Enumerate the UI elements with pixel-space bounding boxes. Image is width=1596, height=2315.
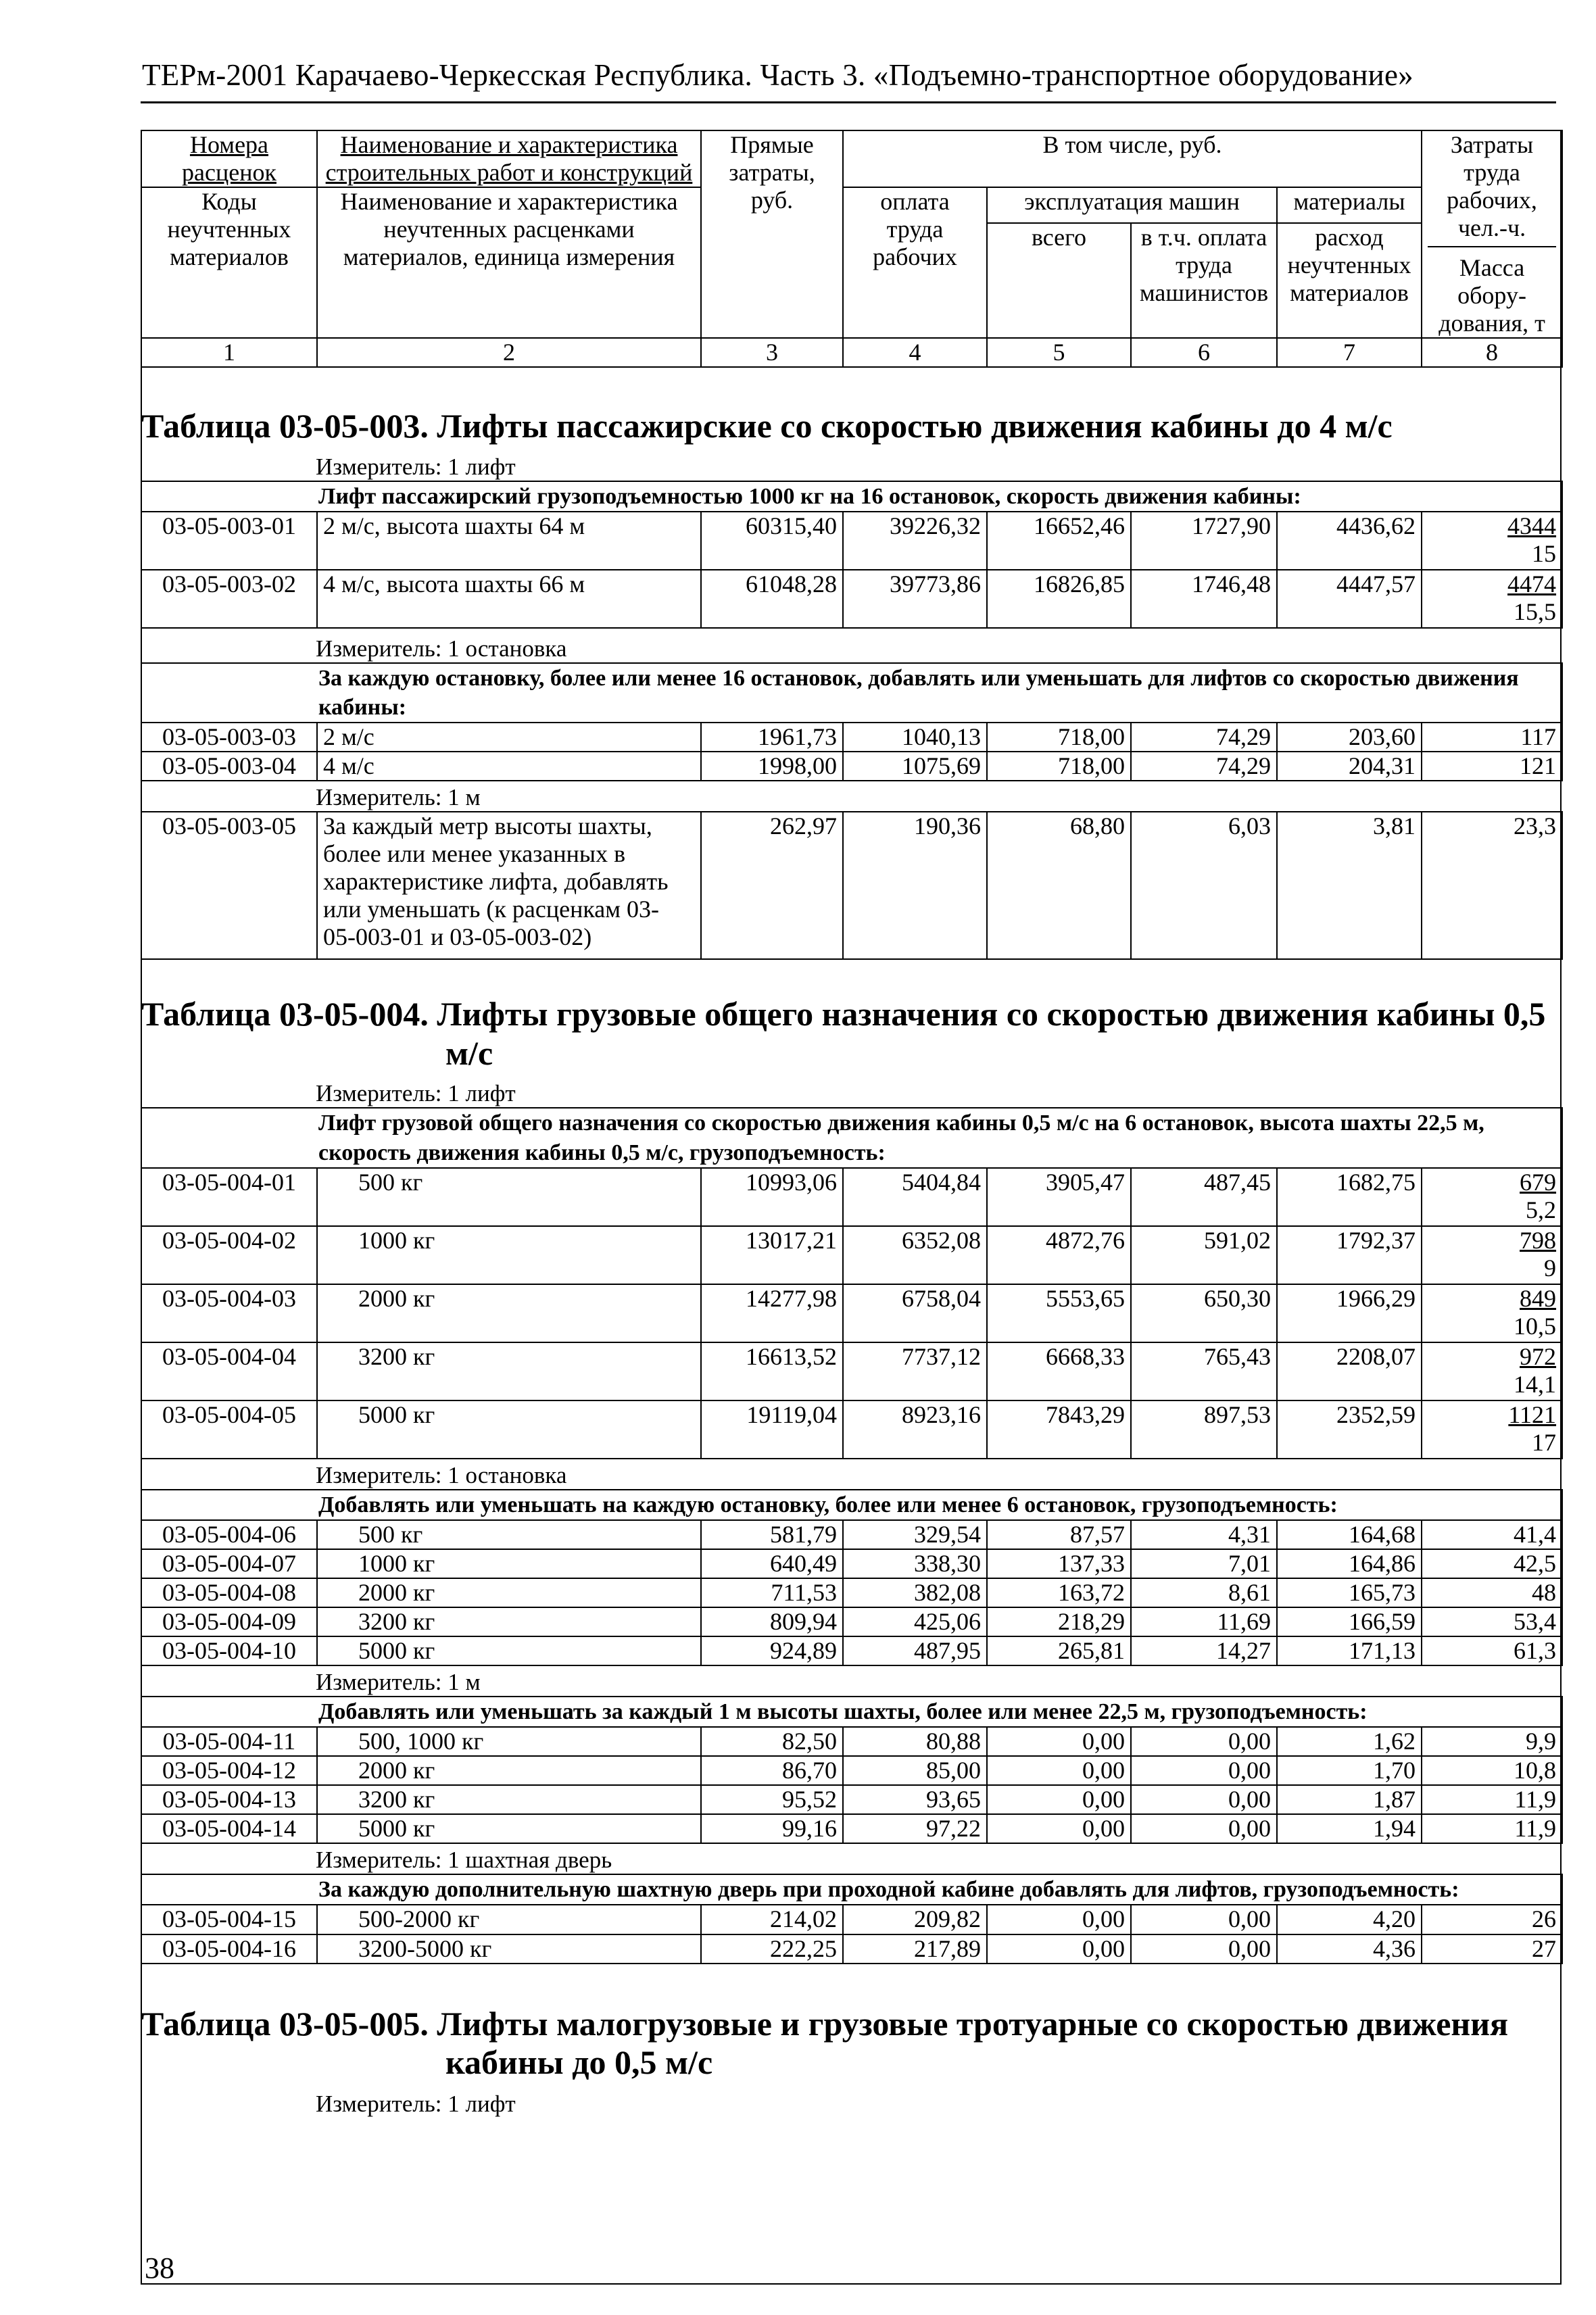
labor-pay: 80,88 xyxy=(843,1727,987,1756)
mass-label: Масса обору-дования, т xyxy=(1438,254,1545,337)
machine-total: 87,57 xyxy=(987,1520,1131,1549)
labor-pay: 425,06 xyxy=(843,1607,987,1636)
labor-hours: 121 xyxy=(1422,752,1562,781)
col-num-6: 6 xyxy=(1131,338,1277,367)
rate-code: 03-05-004-07 xyxy=(141,1549,317,1578)
machine-total: 68,80 xyxy=(987,812,1131,959)
rate-code: 03-05-004-04 xyxy=(141,1342,317,1400)
labor-pay: 85,00 xyxy=(843,1756,987,1785)
rate-name: За каждый метр высоты шахты, более или менее указанных в характеристике лифта, добавлять или уменьшать (к расценкам 03-05-003-01 и 03-05-003-02) xyxy=(317,812,701,959)
rate-code: 03-05-004-05 xyxy=(141,1400,317,1459)
rate-code: 03-05-003-04 xyxy=(141,752,317,781)
materials: 1682,75 xyxy=(1277,1168,1422,1226)
col-num-1: 1 xyxy=(141,338,317,367)
rate-name: 2 м/с xyxy=(317,723,701,752)
labor-pay: 8923,16 xyxy=(843,1400,987,1459)
labor-hours: 27 xyxy=(1422,1934,1562,1964)
materials: 4436,62 xyxy=(1277,512,1422,570)
rate-code: 03-05-004-10 xyxy=(141,1636,317,1665)
machine-total: 0,00 xyxy=(987,1727,1131,1756)
rate-name: 3200 кг xyxy=(317,1342,701,1400)
table-title-line-1: Таблица 03-05-005. Лифты малогрузовые и грузовые тротуарные со скоростью движения xyxy=(141,2004,1509,2043)
labor-pay: 1075,69 xyxy=(843,752,987,781)
measure-label: Измеритель: 1 м xyxy=(141,781,1562,812)
machine-total: 718,00 xyxy=(987,752,1131,781)
materials: 4,20 xyxy=(1277,1905,1422,1934)
machinist-pay: 650,30 xyxy=(1131,1284,1277,1342)
machine-total: 137,33 xyxy=(987,1549,1131,1578)
col-num-2: 2 xyxy=(317,338,701,367)
equipment-mass: 9 xyxy=(1544,1254,1557,1282)
labor-pay: 7737,12 xyxy=(843,1342,987,1400)
labor-hours: 41,4 xyxy=(1422,1520,1562,1549)
materials: 4447,57 xyxy=(1277,570,1422,628)
materials: 1,94 xyxy=(1277,1814,1422,1843)
rate-name: 500 кг xyxy=(317,1520,701,1549)
labor-hours: 23,3 xyxy=(1422,812,1562,959)
labor-pay: 39773,86 xyxy=(843,570,987,628)
materials: 1966,29 xyxy=(1277,1284,1422,1342)
rate-code: 03-05-004-14 xyxy=(141,1814,317,1843)
rate-name: 2000 кг xyxy=(317,1578,701,1607)
direct-costs-header: Прямые затраты, руб. xyxy=(701,130,843,338)
labor-pay: 209,82 xyxy=(843,1905,987,1934)
machinist-pay: 487,45 xyxy=(1131,1168,1277,1226)
direct-costs: 95,52 xyxy=(701,1785,843,1814)
col-num-3: 3 xyxy=(701,338,843,367)
machinist-pay: 0,00 xyxy=(1131,1785,1277,1814)
labor-hours: 1121 xyxy=(1508,1400,1557,1428)
machine-total: 7843,29 xyxy=(987,1400,1131,1459)
labor-hours: 53,4 xyxy=(1422,1607,1562,1636)
rate-name: 2000 кг xyxy=(317,1756,701,1785)
labor-hours: 42,5 xyxy=(1422,1549,1562,1578)
rate-code: 03-05-003-02 xyxy=(141,570,317,628)
machine-total: 4872,76 xyxy=(987,1226,1131,1284)
rate-code: 03-05-004-03 xyxy=(141,1284,317,1342)
table-title-line-1: Таблица 03-05-004. Лифты грузовые общего назначения со скоростью движения кабины 0,5 xyxy=(141,995,1546,1033)
direct-costs: 86,70 xyxy=(701,1756,843,1785)
labor-hours: 11,9 xyxy=(1422,1785,1562,1814)
measure-label: Измеритель: 1 остановка xyxy=(141,628,1562,663)
materials: 203,60 xyxy=(1277,723,1422,752)
table-title: Таблица 03-05-003. Лифты пассажирские со скоростью движения кабины до 4 м/с xyxy=(141,407,1393,445)
running-title: ТЕРм-2001 Карачаево-Черкесская Республика. Часть 3. «Подъемно-транспортное оборудование» xyxy=(142,58,1413,92)
section-heading: Добавлять или уменьшать за каждый 1 м высоты шахты, более или менее 22,5 м, грузоподъемность: xyxy=(317,1697,1562,1727)
table-frame xyxy=(141,130,1562,2285)
section-heading: Лифт грузовой общего назначения со скоростью движения кабины 0,5 м/с на 6 остановок, высота шахты 22,5 м, скорость движения кабины 0,5 м/с, грузоподъемность: xyxy=(317,1108,1562,1167)
direct-costs: 13017,21 xyxy=(701,1226,843,1284)
machinist-pay: 4,31 xyxy=(1131,1520,1277,1549)
col-num-4: 4 xyxy=(843,338,987,367)
labor-pay: 39226,32 xyxy=(843,512,987,570)
labor-hours: 10,8 xyxy=(1422,1756,1562,1785)
direct-costs: 262,97 xyxy=(701,812,843,959)
materials: 1,62 xyxy=(1277,1727,1422,1756)
machine-total: 3905,47 xyxy=(987,1168,1131,1226)
direct-costs: 14277,98 xyxy=(701,1284,843,1342)
machine-total: 0,00 xyxy=(987,1785,1131,1814)
labor-hours: 4344 xyxy=(1507,512,1557,539)
equipment-mass: 15 xyxy=(1532,539,1557,567)
machinist-pay: 1727,90 xyxy=(1131,512,1277,570)
section-heading: Добавлять или уменьшать на каждую остановку, более или менее 6 остановок, грузоподъемность: xyxy=(317,1490,1562,1520)
materials: 4,36 xyxy=(1277,1934,1422,1964)
machinist-pay: 765,43 xyxy=(1131,1342,1277,1400)
measure-label: Измеритель: 1 лифт xyxy=(141,446,1562,481)
col1-top-header: Номера расценок xyxy=(141,130,317,187)
measure-label: Измеритель: 1 остановка xyxy=(141,1459,1562,1490)
rate-name: 3200 кг xyxy=(317,1607,701,1636)
rate-name: 1000 кг xyxy=(317,1549,701,1578)
materials: 2208,07 xyxy=(1277,1342,1422,1400)
machinist-pay: 1746,48 xyxy=(1131,570,1277,628)
machine-total: 265,81 xyxy=(987,1636,1131,1665)
labor-pay: 1040,13 xyxy=(843,723,987,752)
col1-bottom-header: Коды неучтенных материалов xyxy=(141,187,317,338)
direct-costs: 809,94 xyxy=(701,1607,843,1636)
machinist-pay: 0,00 xyxy=(1131,1756,1277,1785)
incl-header: В том числе, руб. xyxy=(843,130,1422,187)
page-number: 38 xyxy=(145,2251,174,2285)
rate-code: 03-05-004-16 xyxy=(141,1934,317,1964)
col2-bottom-header: Наименование и характеристика неучтенных расценками материалов, единица измерения xyxy=(317,187,701,338)
machinist-pay: 591,02 xyxy=(1131,1226,1277,1284)
rate-name: 500, 1000 кг xyxy=(317,1727,701,1756)
rate-code: 03-05-004-02 xyxy=(141,1226,317,1284)
labor-pay: 5404,84 xyxy=(843,1168,987,1226)
labor-hours: 26 xyxy=(1422,1905,1562,1934)
section-heading: За каждую остановку, более или менее 16 остановок, добавлять или уменьшать для лифтов со скоростью движения кабины: xyxy=(317,663,1562,723)
section-heading: Лифт пассажирский грузоподъемностью 1000 кг на 16 остановок, скорость движения кабины: xyxy=(317,481,1562,512)
materials: 1,70 xyxy=(1277,1756,1422,1785)
direct-costs: 16613,52 xyxy=(701,1342,843,1400)
col-num-7: 7 xyxy=(1277,338,1422,367)
labor-hours: 61,3 xyxy=(1422,1636,1562,1665)
rate-name: 3200-5000 кг xyxy=(317,1934,701,1964)
direct-costs: 19119,04 xyxy=(701,1400,843,1459)
machine-total-header: всего xyxy=(987,223,1131,338)
machinist-pay: 14,27 xyxy=(1131,1636,1277,1665)
rate-name: 4 м/с, высота шахты 66 м xyxy=(317,570,701,628)
machinist-pay: 0,00 xyxy=(1131,1814,1277,1843)
rate-name: 500-2000 кг xyxy=(317,1905,701,1934)
equipment-mass: 15,5 xyxy=(1514,598,1557,625)
machinist-pay: 0,00 xyxy=(1131,1905,1277,1934)
machine-total: 6668,33 xyxy=(987,1342,1131,1400)
materials: 3,81 xyxy=(1277,812,1422,959)
rate-code: 03-05-004-12 xyxy=(141,1756,317,1785)
materials: 2352,59 xyxy=(1277,1400,1422,1459)
labor-pay-header: оплата труда рабочих xyxy=(843,187,987,338)
machinist-pay: 8,61 xyxy=(1131,1578,1277,1607)
machine-total: 163,72 xyxy=(987,1578,1131,1607)
materials: 165,73 xyxy=(1277,1578,1422,1607)
rate-code: 03-05-003-05 xyxy=(141,812,317,959)
rate-name: 3200 кг xyxy=(317,1785,701,1814)
labor-hours: 11,9 xyxy=(1422,1814,1562,1843)
labor-hours: 9,9 xyxy=(1422,1727,1562,1756)
machine-total: 718,00 xyxy=(987,723,1131,752)
rate-code: 03-05-003-01 xyxy=(141,512,317,570)
rate-code: 03-05-004-13 xyxy=(141,1785,317,1814)
machine-total: 0,00 xyxy=(987,1814,1131,1843)
labor-pay: 6758,04 xyxy=(843,1284,987,1342)
rate-name: 2 м/с, высота шахты 64 м xyxy=(317,512,701,570)
labor-hours: 117 xyxy=(1422,723,1562,752)
direct-costs: 61048,28 xyxy=(701,570,843,628)
measure-label: Измеритель: 1 м xyxy=(141,1665,1562,1697)
labor-hours: 48 xyxy=(1422,1578,1562,1607)
materials: 166,59 xyxy=(1277,1607,1422,1636)
equipment-mass: 17 xyxy=(1532,1428,1557,1456)
equipment-mass: 14,1 xyxy=(1514,1370,1557,1398)
labor-pay: 217,89 xyxy=(843,1934,987,1964)
direct-costs: 1998,00 xyxy=(701,752,843,781)
labor-pay: 97,22 xyxy=(843,1814,987,1843)
materials: 164,86 xyxy=(1277,1549,1422,1578)
col2-top-header: Наименование и характеристика строительных работ и конструкций xyxy=(317,130,701,187)
labor-pay: 6352,08 xyxy=(843,1226,987,1284)
materials: 171,13 xyxy=(1277,1636,1422,1665)
col-num-5: 5 xyxy=(987,338,1131,367)
header-rule xyxy=(141,101,1556,103)
labor-costs-label: Затраты труда рабочих, чел.-ч. xyxy=(1428,131,1556,247)
labor-hours: 4474 xyxy=(1507,570,1557,598)
labor-pay: 382,08 xyxy=(843,1578,987,1607)
materials: 1792,37 xyxy=(1277,1226,1422,1284)
labor-pay: 487,95 xyxy=(843,1636,987,1665)
direct-costs: 222,25 xyxy=(701,1934,843,1964)
machine-total: 16826,85 xyxy=(987,570,1131,628)
rate-name: 2000 кг xyxy=(317,1284,701,1342)
rate-name: 1000 кг xyxy=(317,1226,701,1284)
unaccounted-materials-header: расход неучтенных материалов xyxy=(1277,223,1422,338)
direct-costs: 60315,40 xyxy=(701,512,843,570)
rate-name: 4 м/с xyxy=(317,752,701,781)
machinist-pay: 74,29 xyxy=(1131,752,1277,781)
machine-total: 0,00 xyxy=(987,1756,1131,1785)
rate-name: 500 кг xyxy=(317,1168,701,1226)
labor-hours: 679 xyxy=(1520,1168,1557,1196)
labor-pay: 338,30 xyxy=(843,1549,987,1578)
direct-costs: 924,89 xyxy=(701,1636,843,1665)
labor-pay: 329,54 xyxy=(843,1520,987,1549)
machine-total: 0,00 xyxy=(987,1934,1131,1964)
direct-costs: 82,50 xyxy=(701,1727,843,1756)
table-title-line-2: кабины до 0,5 м/с xyxy=(445,2043,713,2082)
equipment-mass: 5,2 xyxy=(1526,1196,1557,1223)
labor-hours: 972 xyxy=(1520,1342,1557,1370)
labor-hours: 798 xyxy=(1520,1226,1557,1254)
machine-total: 218,29 xyxy=(987,1607,1131,1636)
labor-pay: 190,36 xyxy=(843,812,987,959)
equipment-mass: 10,5 xyxy=(1514,1312,1557,1340)
labor-pay: 93,65 xyxy=(843,1785,987,1814)
direct-costs: 711,53 xyxy=(701,1578,843,1607)
col-num-8: 8 xyxy=(1422,338,1562,367)
machinist-pay: 7,01 xyxy=(1131,1549,1277,1578)
machinist-pay: 6,03 xyxy=(1131,812,1277,959)
machinist-pay: 74,29 xyxy=(1131,723,1277,752)
direct-costs: 581,79 xyxy=(701,1520,843,1549)
machinist-pay: 897,53 xyxy=(1131,1400,1277,1459)
materials-header: материалы xyxy=(1277,187,1422,223)
section-heading: За каждую дополнительную шахтную дверь при проходной кабине добавлять для лифтов, грузоподъемность: xyxy=(317,1874,1562,1905)
rate-code: 03-05-004-15 xyxy=(141,1905,317,1934)
direct-costs: 99,16 xyxy=(701,1814,843,1843)
direct-costs: 214,02 xyxy=(701,1905,843,1934)
rate-name: 5000 кг xyxy=(317,1636,701,1665)
rate-code: 03-05-004-11 xyxy=(141,1727,317,1756)
rate-code: 03-05-004-08 xyxy=(141,1578,317,1607)
machinist-pay: 11,69 xyxy=(1131,1607,1277,1636)
materials: 164,68 xyxy=(1277,1520,1422,1549)
machine-total: 16652,46 xyxy=(987,512,1131,570)
materials: 1,87 xyxy=(1277,1785,1422,1814)
machinist-pay-header: в т.ч. оплата труда машинистов xyxy=(1131,223,1277,338)
machinist-pay: 0,00 xyxy=(1131,1727,1277,1756)
labor-hours: 849 xyxy=(1520,1284,1557,1312)
machine-total: 0,00 xyxy=(987,1905,1131,1934)
table-title-line-2: м/с xyxy=(445,1033,493,1072)
machine-total: 5553,65 xyxy=(987,1284,1131,1342)
rate-code: 03-05-004-09 xyxy=(141,1607,317,1636)
materials: 204,31 xyxy=(1277,752,1422,781)
machine-op-header: эксплуатация машин xyxy=(987,187,1277,223)
measure-label: Измеритель: 1 лифт xyxy=(141,1073,1562,1108)
rate-code: 03-05-003-03 xyxy=(141,723,317,752)
measure-label: Измеритель: 1 лифт xyxy=(316,2090,516,2117)
rate-code: 03-05-004-01 xyxy=(141,1168,317,1226)
rate-name: 5000 кг xyxy=(317,1400,701,1459)
rate-name: 5000 кг xyxy=(317,1814,701,1843)
direct-costs: 640,49 xyxy=(701,1549,843,1578)
direct-costs: 10993,06 xyxy=(701,1168,843,1226)
machinist-pay: 0,00 xyxy=(1131,1934,1277,1964)
direct-costs: 1961,73 xyxy=(701,723,843,752)
rate-code: 03-05-004-06 xyxy=(141,1520,317,1549)
measure-label: Измеритель: 1 шахтная дверь xyxy=(141,1843,1562,1874)
